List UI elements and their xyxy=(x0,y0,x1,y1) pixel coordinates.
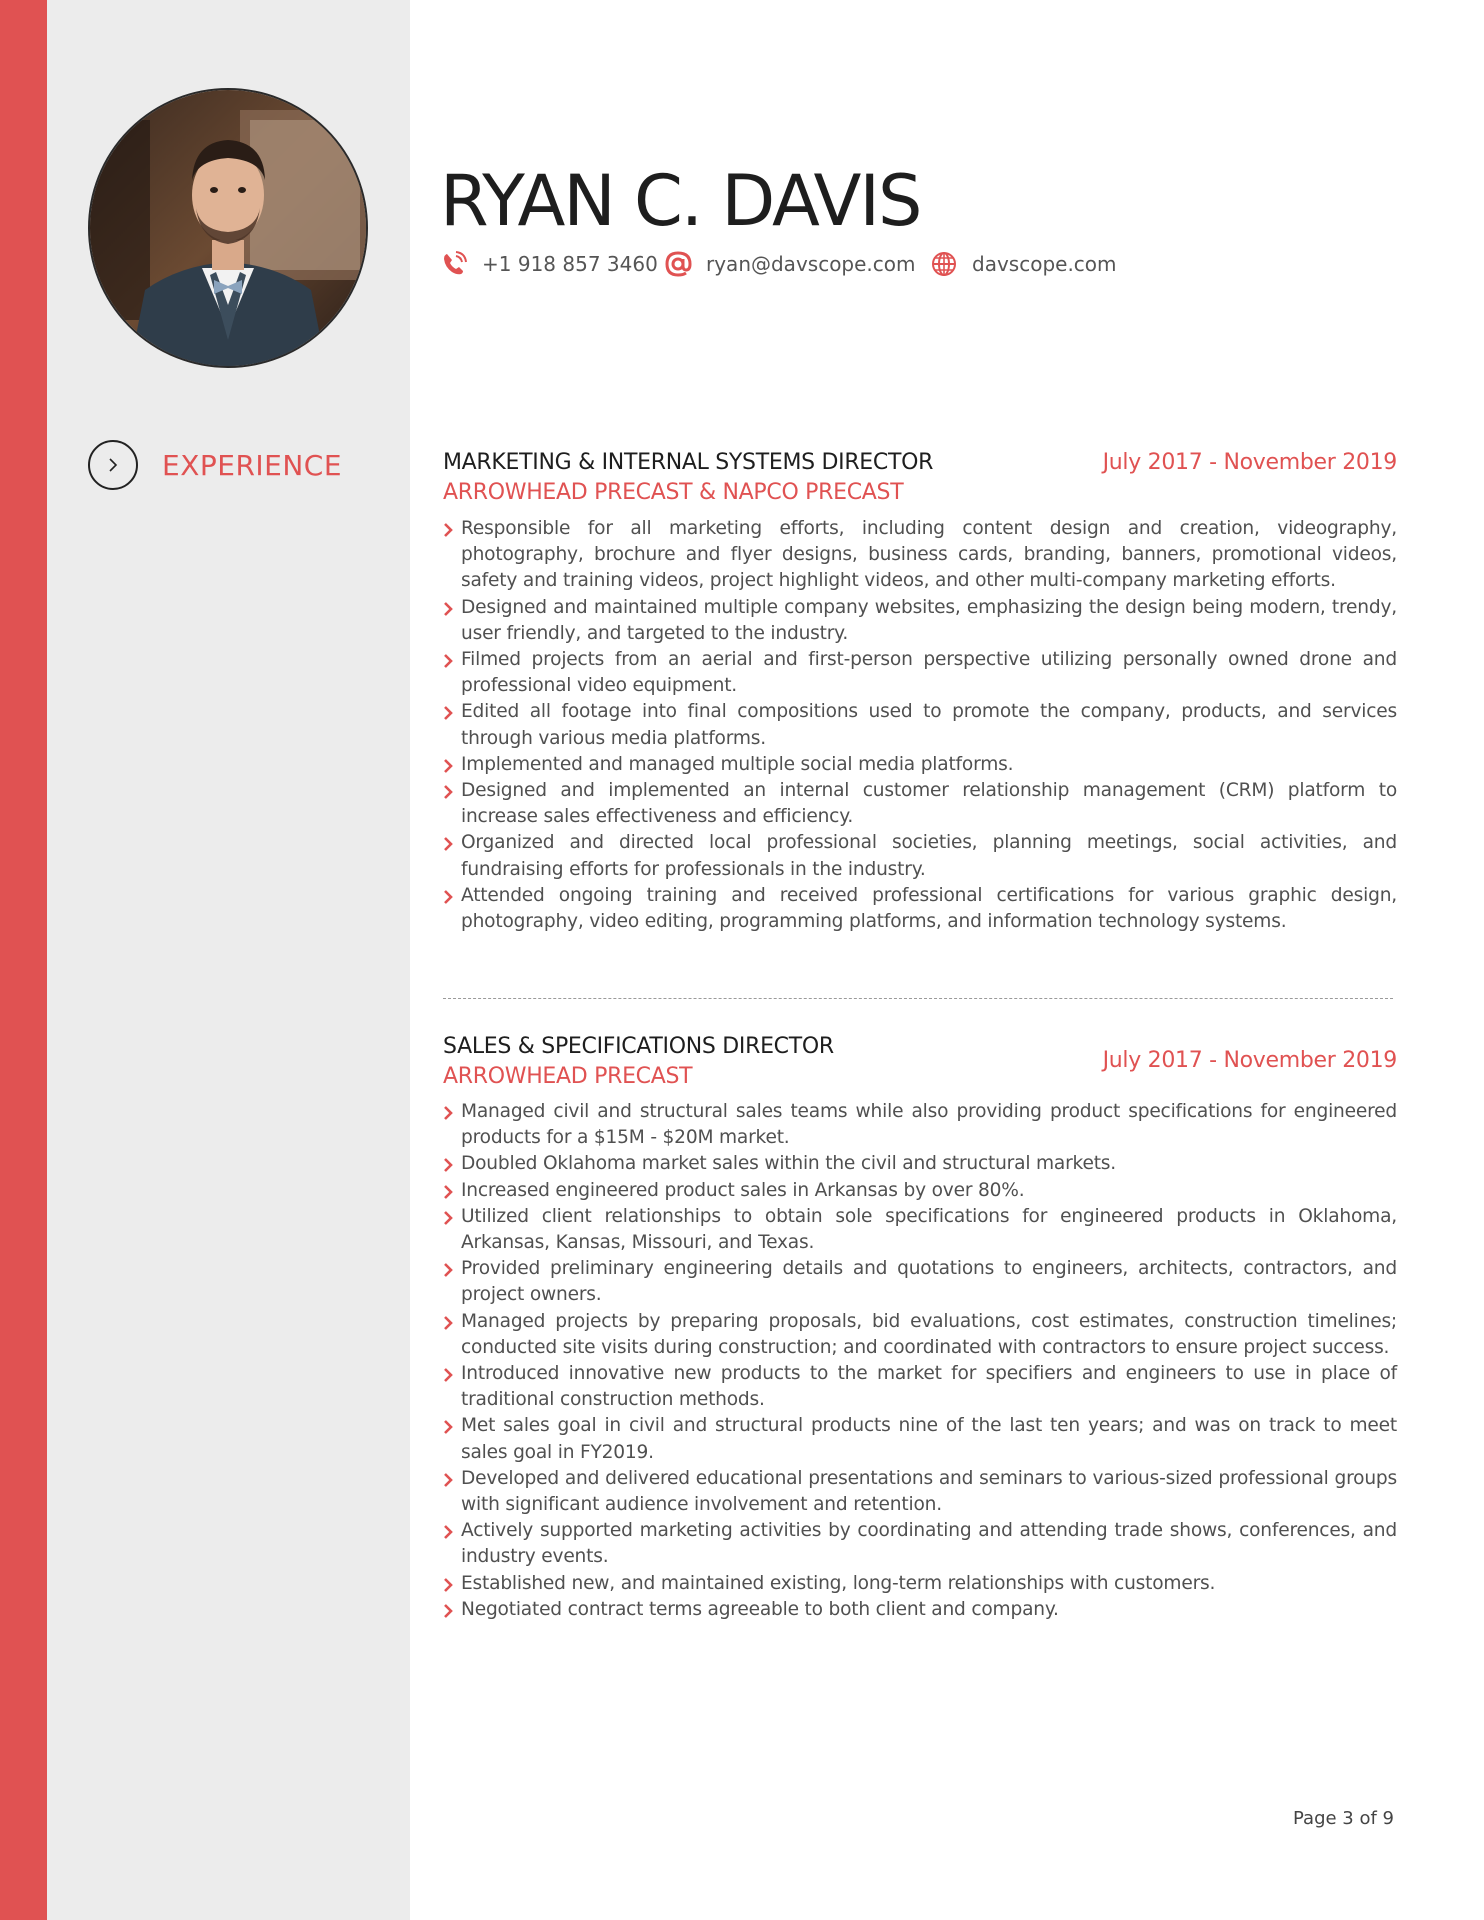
phone-contact[interactable] xyxy=(440,250,658,278)
accent-bar xyxy=(0,0,47,1920)
bullet-item xyxy=(443,699,1397,751)
bullet-item xyxy=(443,883,1397,935)
bullet-text: Negotiated contract terms agreeable to both client and company. xyxy=(461,1598,1059,1620)
bullet-text: Provided preliminary engineering details and quotations to engineers, architects, contractors, and project owners. xyxy=(461,1258,1397,1306)
bullet-text: Managed civil and structural sales teams while also providing product specifications for engineered products for a $15M - $20M market. xyxy=(461,1101,1397,1149)
phone-number: +1 918 857 3460 xyxy=(482,252,658,276)
chevron-right-icon xyxy=(443,654,454,668)
chevron-right-icon xyxy=(443,1158,454,1172)
email-address: ryan@davscope.com xyxy=(706,252,916,276)
bullet-item xyxy=(443,1256,1397,1308)
bullet-item xyxy=(443,1151,1397,1177)
bullet-item xyxy=(443,1413,1397,1465)
bullet-text: Managed projects by preparing proposals, bid evaluations, cost estimates, construction timelines; conducted site visits during construction; and coordinated with contractors to ensure project success. xyxy=(461,1310,1397,1358)
email-contact[interactable] xyxy=(664,250,916,278)
bullet-text: Organized and directed local professional societies, planning meetings, social activities, and fundraising efforts for professionals in the industry. xyxy=(461,832,1397,880)
website-url: davscope.com xyxy=(972,252,1117,276)
chevron-right-icon xyxy=(443,523,454,537)
bullet-item xyxy=(443,647,1397,699)
bullet-item xyxy=(443,1518,1397,1570)
chevron-right-icon xyxy=(443,785,454,799)
bullet-text: Attended ongoing training and received professional certifications for various graphic design, photography, video editing, programming platforms, and information technology systems. xyxy=(461,884,1397,933)
bullet-item xyxy=(443,1597,1397,1623)
experience-heading xyxy=(88,440,342,490)
chevron-right-icon xyxy=(443,1578,454,1592)
bullet-item xyxy=(443,1178,1397,1204)
job-header xyxy=(443,1034,1397,1092)
globe-icon xyxy=(930,250,958,278)
bullet-item xyxy=(443,1204,1397,1256)
chevron-right-icon xyxy=(443,1473,454,1487)
bullet-text: Designed and implemented an internal customer relationship management (CRM) platform to increase sales effectiveness and efficiency. xyxy=(461,780,1397,828)
person-portrait-icon xyxy=(90,90,366,366)
job-title: MARKETING & INTERNAL SYSTEMS DIRECTOR xyxy=(443,450,934,475)
bullet-text: Actively supported marketing activities by coordinating and attending trade shows, conferences, and industry events. xyxy=(461,1520,1397,1568)
chevron-right-icon xyxy=(443,706,454,720)
job-bullets xyxy=(443,516,1397,935)
bullet-item xyxy=(443,1099,1397,1151)
chevron-right-icon xyxy=(106,457,120,473)
job-entry xyxy=(443,1034,1397,1623)
chevron-right-icon xyxy=(443,1211,454,1225)
bullet-item xyxy=(443,1571,1397,1597)
bullet-item xyxy=(443,752,1397,778)
bullet-item xyxy=(443,1361,1397,1413)
section-title: EXPERIENCE xyxy=(162,448,343,482)
chevron-right-icon xyxy=(443,890,454,904)
bullet-item xyxy=(443,1309,1397,1361)
chevron-right-icon xyxy=(443,1368,454,1382)
bullet-text: Increased engineered product sales in Arkansas by over 80%. xyxy=(461,1179,1025,1201)
job-dates: July 2017 - November 2019 xyxy=(1102,450,1397,475)
bullet-text: Edited all footage into final compositions used to promote the company, products, and services through various media platforms. xyxy=(461,701,1397,749)
bullet-text: Implemented and managed multiple social media platforms. xyxy=(461,753,1014,775)
website-contact[interactable] xyxy=(930,250,1117,278)
job-header xyxy=(443,450,1397,508)
page-number: Page 3 of 9 xyxy=(1293,1808,1394,1829)
bullet-item xyxy=(443,1466,1397,1518)
chevron-right-icon xyxy=(443,837,454,851)
profile-photo xyxy=(88,88,368,368)
job-dates: July 2017 - November 2019 xyxy=(1102,1048,1397,1073)
bullet-item xyxy=(443,595,1397,647)
chevron-right-icon xyxy=(443,1604,454,1618)
bullet-text: Responsible for all marketing efforts, including content design and creation, videography, photography, brochure and flyer designs, business cards, branding, banners, promotional videos, safety and training videos, project highlight videos, and other multi-company marketing efforts. xyxy=(461,518,1397,592)
chevron-right-icon xyxy=(443,1420,454,1434)
bullet-text: Developed and delivered educational presentations and seminars to various-sized professional groups with significant audience involvement and retention. xyxy=(461,1467,1397,1516)
section-circle xyxy=(88,440,138,490)
job-company: ARROWHEAD PRECAST & NAPCO PRECAST xyxy=(443,480,904,505)
phone-icon xyxy=(440,250,468,278)
chevron-right-icon xyxy=(443,1525,454,1539)
bullet-text: Met sales goal in civil and structural products nine of the last ten years; and was on track to meet sales goal in FY2019. xyxy=(461,1415,1397,1463)
bullet-text: Utilized client relationships to obtain sole specifications for engineered products in Oklahoma, Arkansas, Kansas, Missouri, and Texas. xyxy=(461,1205,1397,1254)
bullet-text: Filmed projects from an aerial and first-person perspective utilizing personally owned drone and professional video equipment. xyxy=(461,649,1397,697)
job-company: ARROWHEAD PRECAST xyxy=(443,1064,693,1089)
bullet-text: Established new, and maintained existing, long-term relationships with customers. xyxy=(461,1572,1216,1594)
chevron-right-icon xyxy=(443,759,454,773)
at-sign-icon xyxy=(664,250,692,278)
section-divider xyxy=(443,998,1393,999)
chevron-right-icon xyxy=(443,1263,454,1277)
job-bullets xyxy=(443,1099,1397,1623)
chevron-right-icon xyxy=(443,1106,454,1120)
bullet-item xyxy=(443,516,1397,595)
bullet-text: Introduced innovative new products to the market for specifiers and engineers to use in place of traditional construction methods. xyxy=(461,1363,1397,1411)
bullet-text: Designed and maintained multiple company websites, emphasizing the design being modern, trendy, user friendly, and targeted to the industry. xyxy=(461,596,1397,644)
bullet-item xyxy=(443,778,1397,830)
bullet-text: Doubled Oklahoma market sales within the civil and structural markets. xyxy=(461,1153,1116,1175)
job-title: SALES & SPECIFICATIONS DIRECTOR xyxy=(443,1034,834,1059)
chevron-right-icon xyxy=(443,602,454,616)
candidate-name: RYAN C. DAVIS xyxy=(440,160,921,242)
chevron-right-icon xyxy=(443,1316,454,1330)
bullet-item xyxy=(443,830,1397,882)
chevron-right-icon xyxy=(443,1185,454,1199)
job-entry xyxy=(443,450,1397,935)
